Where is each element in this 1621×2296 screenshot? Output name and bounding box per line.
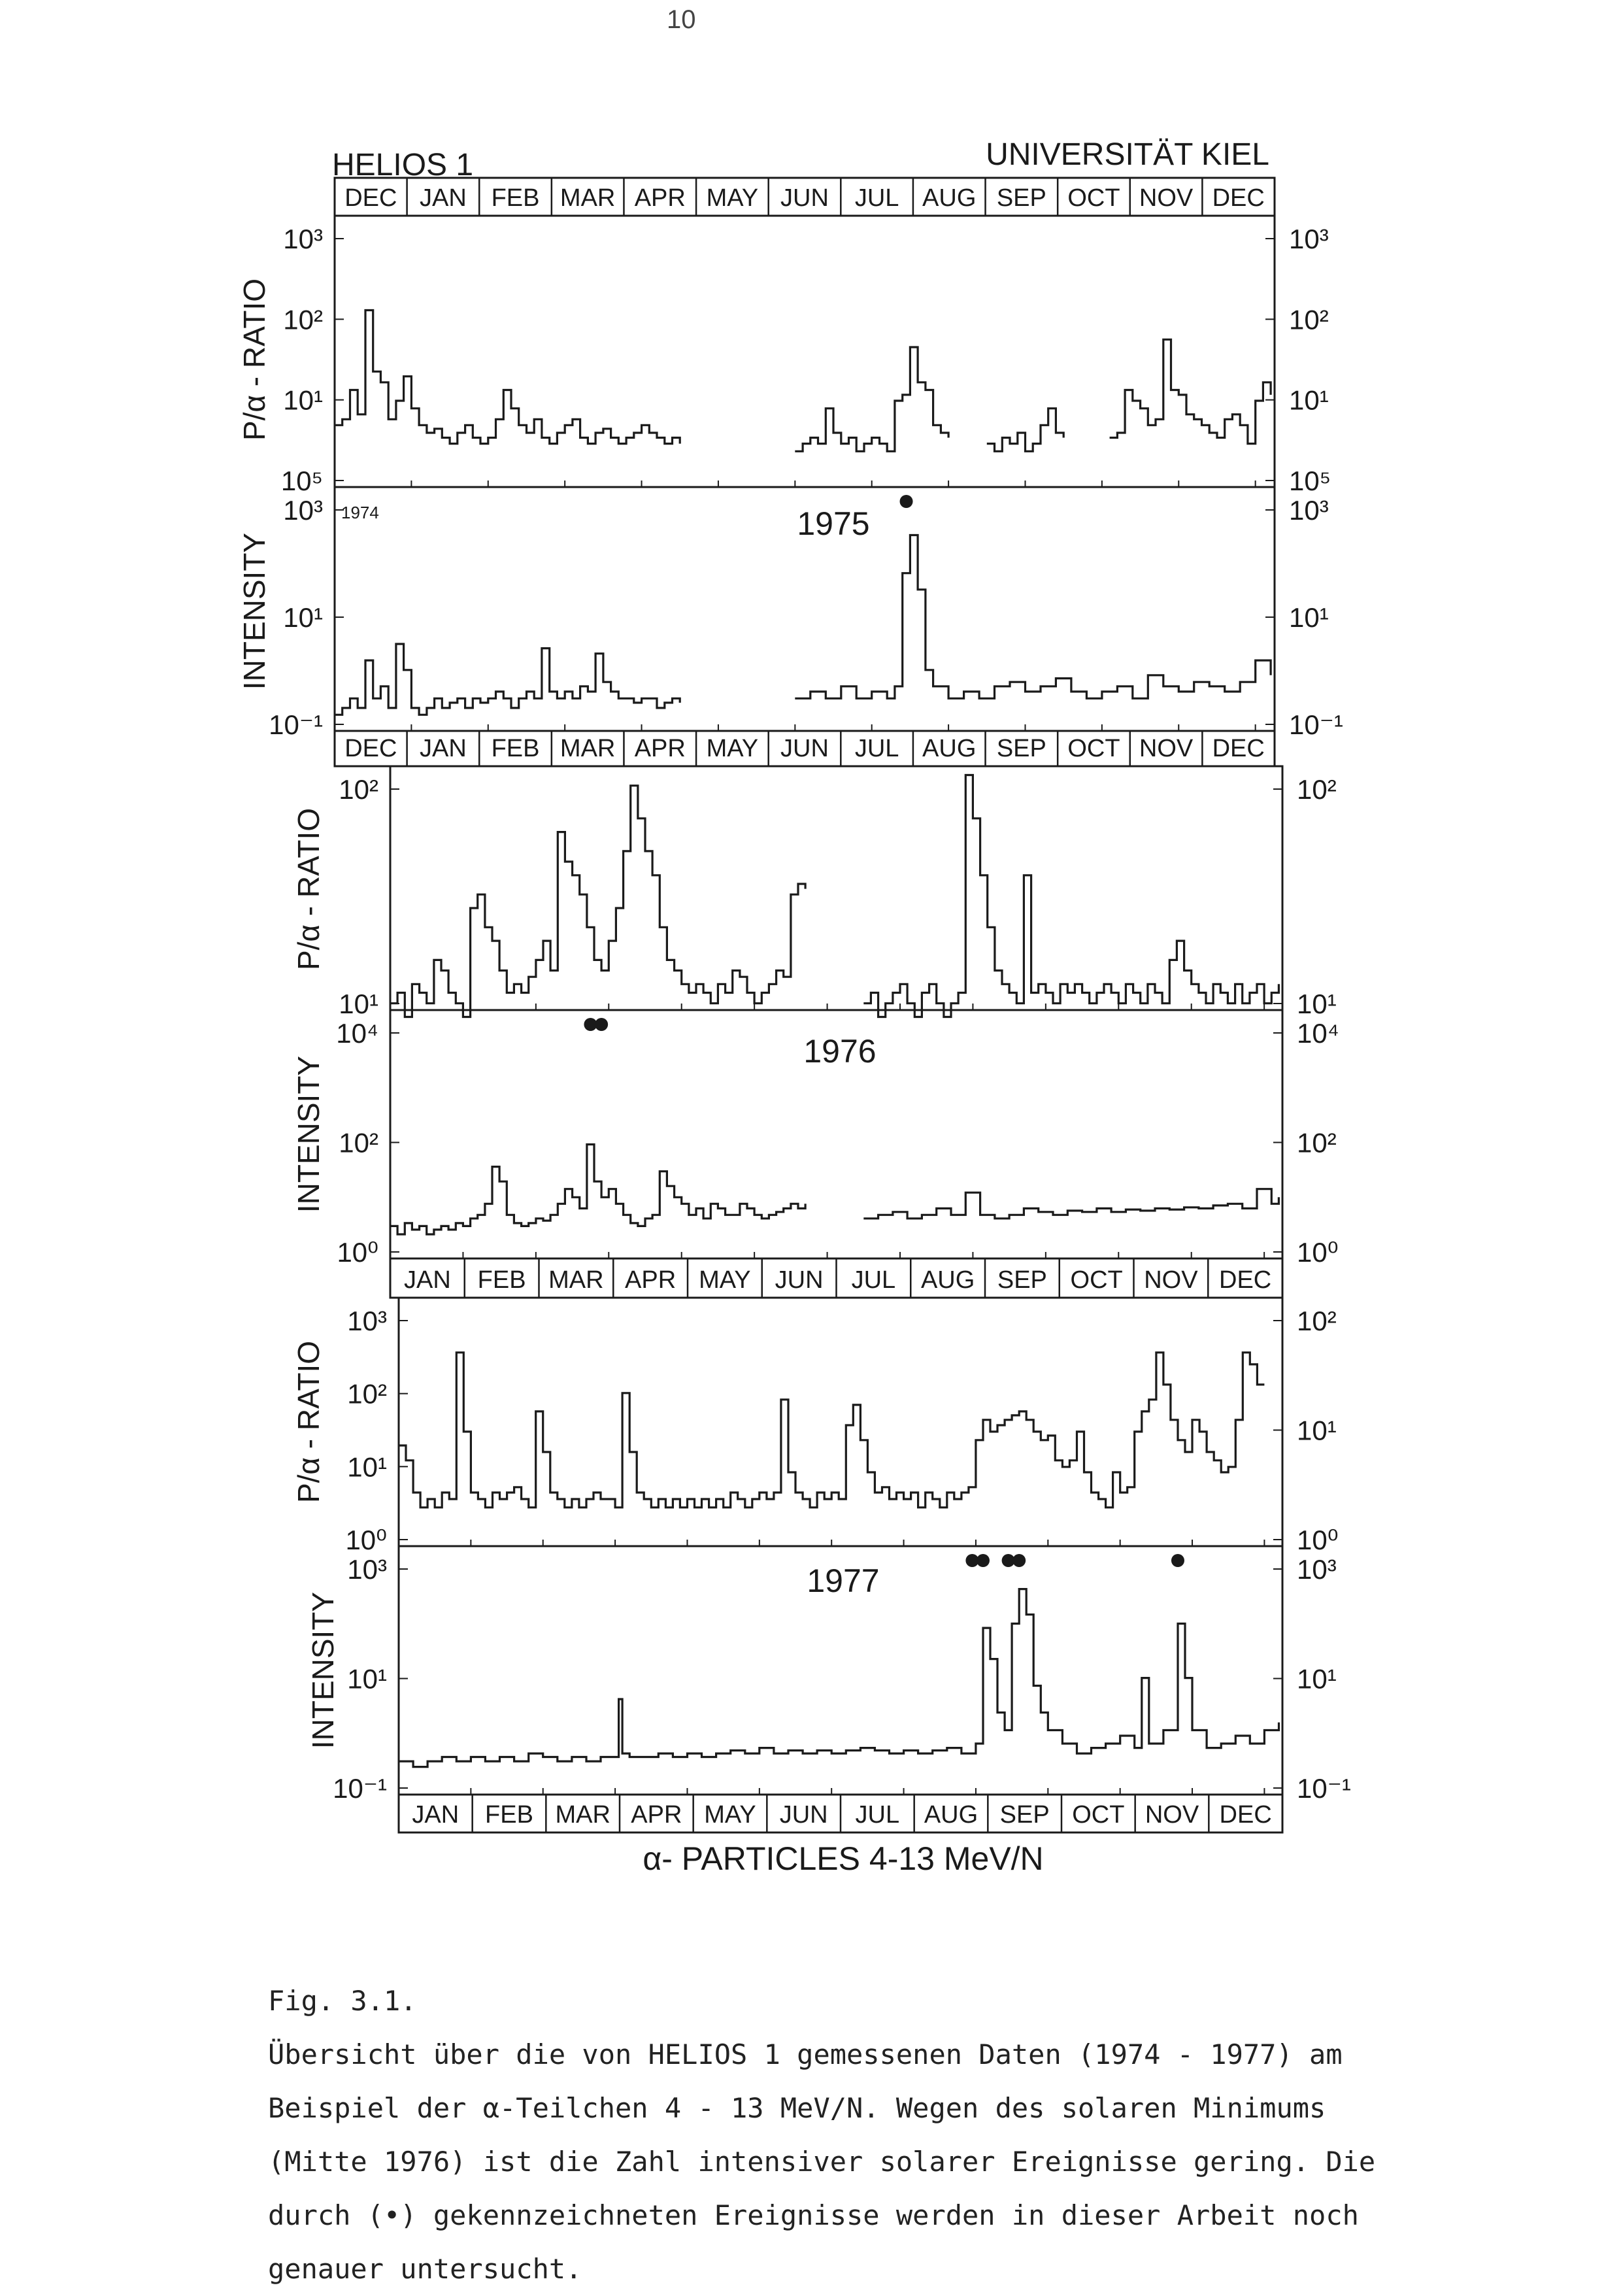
caption-title: Fig. 3.1. — [268, 1985, 417, 2017]
month-label: FEB — [491, 184, 540, 212]
month-label: JUN — [780, 735, 829, 762]
y-tick-label-right: 10² — [1297, 1306, 1337, 1336]
month-label: APR — [634, 735, 686, 762]
month-label: JUL — [855, 1801, 900, 1829]
month-label: JUL — [851, 1266, 896, 1294]
event-marker — [977, 1554, 990, 1567]
y-axis-label: P/α - RATIO — [292, 807, 326, 971]
month-label: DEC — [1219, 1801, 1272, 1829]
y-axis-label: INTENSITY — [306, 1591, 340, 1749]
month-label: JAN — [403, 1266, 451, 1294]
data-series-line — [390, 786, 805, 1017]
data-series-line — [399, 1589, 1279, 1767]
y-tick-label-right: 10¹ — [1297, 1415, 1337, 1446]
month-label: AUG — [922, 184, 977, 212]
data-series-line — [795, 535, 1271, 699]
figure-caption — [268, 1974, 1431, 2296]
y-tick-label-left: 10² — [339, 1127, 378, 1158]
month-label: NOV — [1145, 1801, 1199, 1829]
caption-line: genauer untersucht. — [268, 2253, 582, 2285]
month-label: MAY — [706, 735, 759, 762]
y-tick-label-right: 10³ — [1289, 224, 1329, 254]
data-series-line — [863, 775, 1278, 1017]
y-tick-label-left: 10⁻¹ — [333, 1773, 387, 1804]
y-tick-label-left: 10¹ — [283, 384, 323, 416]
y-tick-label-left: 10³ — [283, 495, 323, 526]
y-tick-label-right: 10² — [1289, 304, 1329, 335]
month-label: MAY — [704, 1801, 756, 1829]
event-marker — [1012, 1554, 1026, 1567]
month-label: MAY — [706, 184, 759, 212]
y-tick-label-left: 10² — [283, 304, 323, 335]
month-label: OCT — [1067, 184, 1120, 212]
month-label: OCT — [1070, 1266, 1123, 1294]
month-label: APR — [634, 184, 686, 212]
year-label-1977: 1977 — [807, 1562, 880, 1599]
y-tick-label-left: 10¹ — [347, 1451, 387, 1483]
panel-frame — [335, 216, 1275, 487]
header-left: HELIOS 1 — [332, 148, 474, 182]
month-label: DEC — [1219, 1266, 1272, 1294]
data-series-line — [863, 1189, 1278, 1219]
data-series-line — [335, 644, 680, 715]
data-series-line — [335, 311, 680, 444]
y-tick-label-left: 10⁻¹ — [269, 709, 323, 740]
month-label: MAY — [699, 1266, 751, 1294]
y-tick-label-left: 10¹ — [347, 1663, 387, 1695]
inset-label-1974: 1974 — [341, 503, 379, 522]
y-tick-label-left: 10¹ — [283, 602, 323, 633]
y-tick-label-right: 10⁰ — [1297, 1237, 1339, 1268]
y-tick-label-right: 10⁻¹ — [1297, 1773, 1351, 1804]
y-tick-label-left: 10⁰ — [345, 1525, 387, 1555]
y-tick-label-left: 10⁴ — [336, 1018, 378, 1049]
y-tick-label-right: 10⁻¹ — [1289, 709, 1343, 740]
month-label: JAN — [412, 1801, 460, 1829]
month-label: APR — [631, 1801, 682, 1829]
month-label: AUG — [920, 1266, 975, 1294]
header-right: UNIVERSITÄT KIEL — [986, 137, 1269, 172]
y-tick-label-left: 10¹ — [339, 988, 378, 1019]
month-label: JUN — [775, 1266, 824, 1294]
y-tick-label-left: 10³ — [347, 1306, 387, 1336]
month-label: JUL — [854, 735, 899, 762]
month-label: DEC — [1212, 184, 1265, 212]
month-label: SEP — [996, 735, 1046, 762]
month-label: MAR — [560, 184, 616, 212]
year-label-1976: 1976 — [803, 1033, 877, 1070]
y-tick-label-right: 10¹ — [1289, 384, 1329, 416]
y-axis-label: INTENSITY — [237, 532, 271, 690]
month-label: JAN — [420, 184, 467, 212]
x-axis-label: α- PARTICLES 4-13 MeV/N — [643, 1840, 1044, 1877]
y-tick-label-left: 10⁵ — [280, 465, 323, 496]
y-axis-label: INTENSITY — [292, 1055, 326, 1213]
caption-line: Übersicht über die von HELIOS 1 gemessenen Daten (1974 - 1977) am — [268, 2038, 1343, 2070]
month-label: JAN — [420, 735, 467, 762]
month-label: FEB — [491, 735, 540, 762]
month-label: DEC — [344, 184, 397, 212]
y-tick-label-left: 10⁰ — [337, 1237, 378, 1268]
caption-line: durch (•) gekennzeichneten Ereignisse werden in dieser Arbeit noch — [268, 2199, 1359, 2231]
year-label-1975: 1975 — [797, 505, 870, 542]
y-tick-label-right: 10³ — [1297, 1554, 1337, 1585]
y-tick-label-left: 10³ — [347, 1554, 387, 1585]
y-axis-label: P/α - RATIO — [292, 1340, 326, 1504]
event-marker — [900, 495, 913, 508]
y-tick-label-left: 10² — [347, 1378, 387, 1410]
month-label: MAR — [560, 735, 616, 762]
y-tick-label-right: 10¹ — [1297, 988, 1337, 1019]
y-tick-label-right: 10⁵ — [1289, 465, 1331, 496]
y-axis-label: P/α - RATIO — [237, 278, 271, 441]
month-label: AUG — [924, 1801, 978, 1829]
month-label: MAR — [555, 1801, 610, 1829]
month-label: SEP — [999, 1801, 1050, 1829]
month-label: MAR — [548, 1266, 604, 1294]
month-label: APR — [625, 1266, 677, 1294]
data-series-line — [399, 1353, 1264, 1508]
month-label: SEP — [997, 1266, 1047, 1294]
y-tick-label-right: 10¹ — [1289, 602, 1329, 633]
month-label: DEC — [1212, 735, 1265, 762]
caption-line: Beispiel der α-Teilchen 4 - 13 MeV/N. Wegen des solaren Minimums — [268, 2092, 1326, 2124]
y-tick-label-left: 10³ — [283, 224, 323, 254]
y-tick-label-right: 10⁰ — [1297, 1525, 1339, 1555]
month-label: FEB — [485, 1801, 533, 1829]
month-label: OCT — [1072, 1801, 1125, 1829]
data-series-line — [1110, 339, 1271, 443]
y-tick-label-right: 10¹ — [1297, 1663, 1337, 1695]
month-label: NOV — [1144, 1266, 1198, 1294]
y-tick-label-right: 10² — [1297, 774, 1337, 805]
month-label: OCT — [1067, 735, 1120, 762]
data-series-line — [390, 1145, 805, 1235]
data-series-line — [795, 347, 948, 451]
month-label: JUL — [854, 184, 899, 212]
y-tick-label-left: 10² — [339, 774, 378, 805]
month-label: DEC — [344, 735, 397, 762]
month-label: NOV — [1139, 184, 1194, 212]
month-label: SEP — [996, 184, 1046, 212]
y-tick-label-right: 10² — [1297, 1127, 1337, 1158]
month-label: FEB — [477, 1266, 526, 1294]
page-number: 10 — [667, 5, 696, 34]
event-marker — [595, 1018, 608, 1031]
panel-frame — [390, 766, 1282, 1010]
month-label: JUN — [779, 1801, 828, 1829]
y-tick-label-right: 10⁴ — [1297, 1018, 1339, 1049]
data-series-line — [987, 409, 1063, 452]
panel-frame — [399, 1298, 1282, 1546]
month-label: NOV — [1139, 735, 1194, 762]
month-label: AUG — [922, 735, 977, 762]
y-tick-label-right: 10³ — [1289, 495, 1329, 526]
event-marker — [1171, 1554, 1184, 1567]
caption-line: (Mitte 1976) ist die Zahl intensiver solarer Ereignisse gering. Die — [268, 2146, 1376, 2178]
month-label: JUN — [780, 184, 829, 212]
